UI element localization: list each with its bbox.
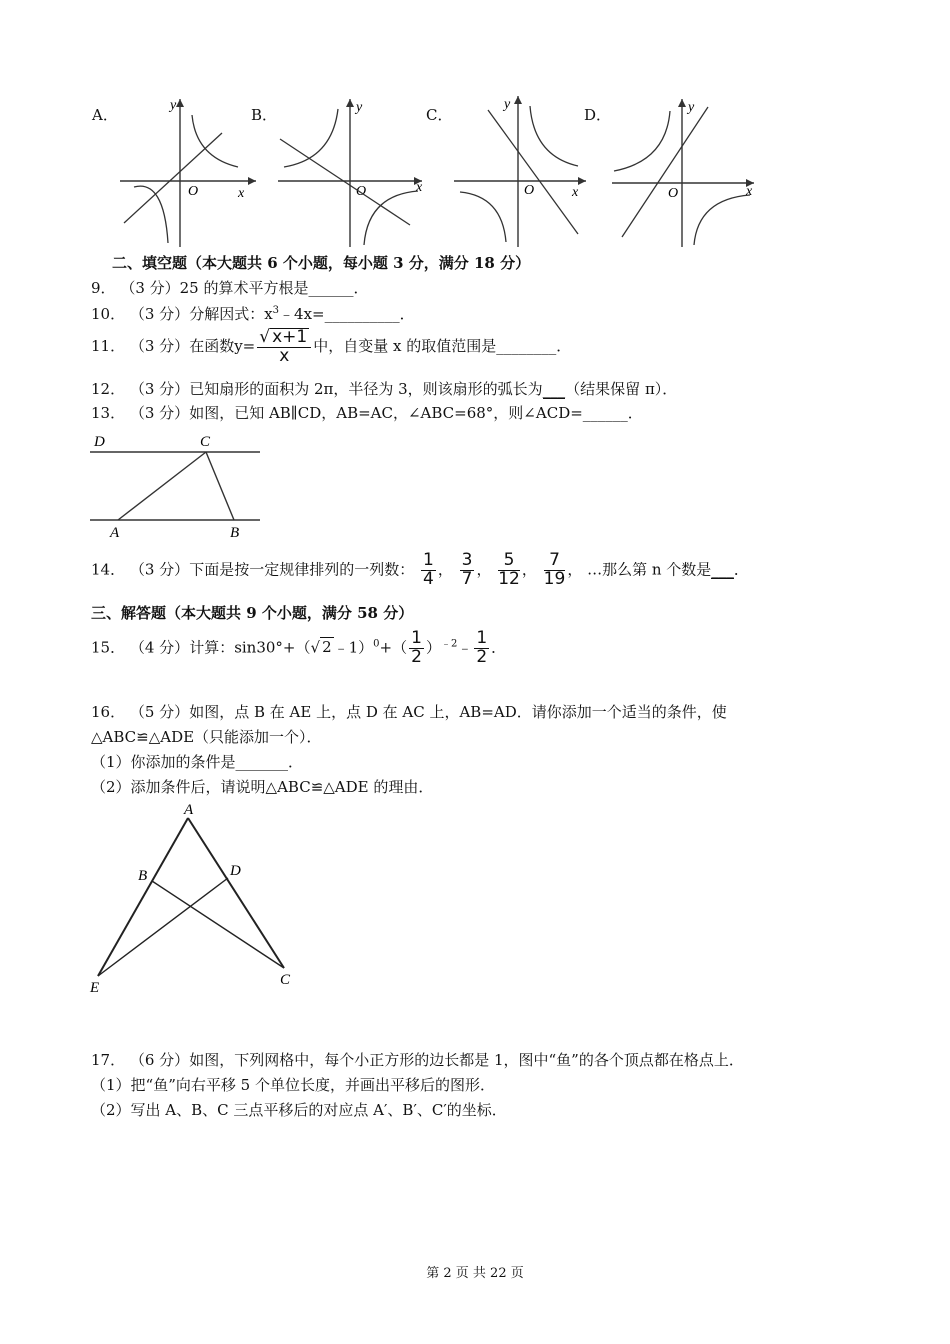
section2-title: 二、填空题（本大题共 6 个小题，每小题 3 分，满分 18 分） <box>112 254 531 272</box>
option-d-label: D． <box>584 106 612 124</box>
question-16: 16． （5 分）如图，点 B 在 AE 上，点 D 在 AC 上，AB=AD．请你添加一个适当的条件，使 <box>91 703 727 721</box>
point-a-label: A <box>184 802 194 818</box>
page-footer: 第 2 页 共 22 页 <box>426 1266 524 1281</box>
sqrt-fraction: $\frac{√ x+1}{x}$ <box>257 328 311 366</box>
point-d-label: D <box>230 863 241 879</box>
section3-title: 三、解答题（本大题共 9 个小题，满分 58 分） <box>91 604 414 622</box>
axis-y-label: y <box>170 98 177 113</box>
graph-c <box>452 92 592 250</box>
point-e-label: E <box>90 980 100 996</box>
fraction-half-2: $\frac{1}{2}$ <box>476 628 488 667</box>
figure-q13 <box>88 430 268 542</box>
question-13: 13． （3 分）如图，已知 AB∥CD，AB=AC，∠ABC=68°，则∠ACD=______． <box>91 404 643 422</box>
point-b-label: B <box>138 868 148 884</box>
axis-x-label: x <box>238 186 245 201</box>
q17-line2: （1）把“鱼”向右平移 5 个单位长度，并画出平移后的图形． <box>91 1076 495 1094</box>
option-c-label: C． <box>426 106 453 124</box>
point-a-label: A <box>110 525 120 541</box>
axis-x-label: x <box>416 180 423 195</box>
axis-y-label: y <box>688 100 695 115</box>
point-d-label: D <box>94 434 105 450</box>
graph-d <box>610 95 758 250</box>
q16-line3: （1）你添加的条件是_______． <box>91 753 304 771</box>
graph-b <box>276 95 426 250</box>
point-c-label: C <box>200 434 211 450</box>
q16-line2: △ABC≌△ADE（只能添加一个）． <box>91 728 322 746</box>
q17-line3: （2）写出 A、B、C 三点平移后的对应点 A′、B′、C′的坐标． <box>91 1101 507 1119</box>
fraction-4: $\frac{7}{19}$ <box>543 550 566 589</box>
fraction-1: $\frac{1}{4}$ <box>422 550 434 589</box>
question-10: 10． （3 分）分解因式：$x^3﹣4x=\_\_\_\_\_\_\_\_\_\_$． <box>91 305 415 323</box>
axis-y-label: y <box>504 97 511 112</box>
question-14: 14． （3 分）下面是按一定规律排列的一列数： $\frac{1}{4}$ ， $\frac{3}{7}$ ， $\frac{5}{12}$ ， $\frac{7}{19}$ ， …那么第 n 个数是___． <box>91 550 749 589</box>
question-9: 9． （3 分）25 的算术平方根是______． <box>91 279 369 297</box>
option-b-label: B． <box>251 106 278 124</box>
question-17: 17． （6 分）如图，下列网格中，每个小正方形的边长都是 1，图中“鱼”的各个顶点都在格点上． <box>91 1051 744 1069</box>
question-12: 12． （3 分）已知扇形的面积为 2π，半径为 3，则该扇形的弧长为___（结果保留 π）． <box>91 380 678 398</box>
fraction-3: $\frac{5}{12}$ <box>498 550 520 589</box>
question-11: 11． （3 分）在函数y= $\frac{√ x+1}{x}$ 中，自变量 x 的取值范围是________． <box>91 327 572 366</box>
axis-x-label: x <box>746 184 753 199</box>
graph-a <box>118 95 258 250</box>
origin-label: O <box>668 186 679 201</box>
point-b-label: B <box>230 525 240 541</box>
q16-line4: （2）添加条件后，请说明△ABC≌△ADE 的理由． <box>91 778 434 796</box>
fraction-half: $\frac{1}{2}$ <box>411 628 422 667</box>
question-15: 15． （4 分）计算：sin30°+（√ 2 ﹣1）$^0$+（ $\frac{1}{2}$ ）$^{﹣2}$﹣ $\frac{1}{2}$ ． <box>91 628 507 667</box>
point-c-label: C <box>280 972 291 988</box>
origin-label: O <box>524 183 535 198</box>
origin-label: O <box>356 184 367 199</box>
origin-label: O <box>188 184 199 199</box>
axis-y-label: y <box>356 100 363 115</box>
fraction-2: $\frac{3}{7}$ <box>461 550 473 589</box>
axis-x-label: x <box>572 185 579 200</box>
option-a-label: A． <box>92 106 118 124</box>
figure-q16 <box>86 798 306 998</box>
